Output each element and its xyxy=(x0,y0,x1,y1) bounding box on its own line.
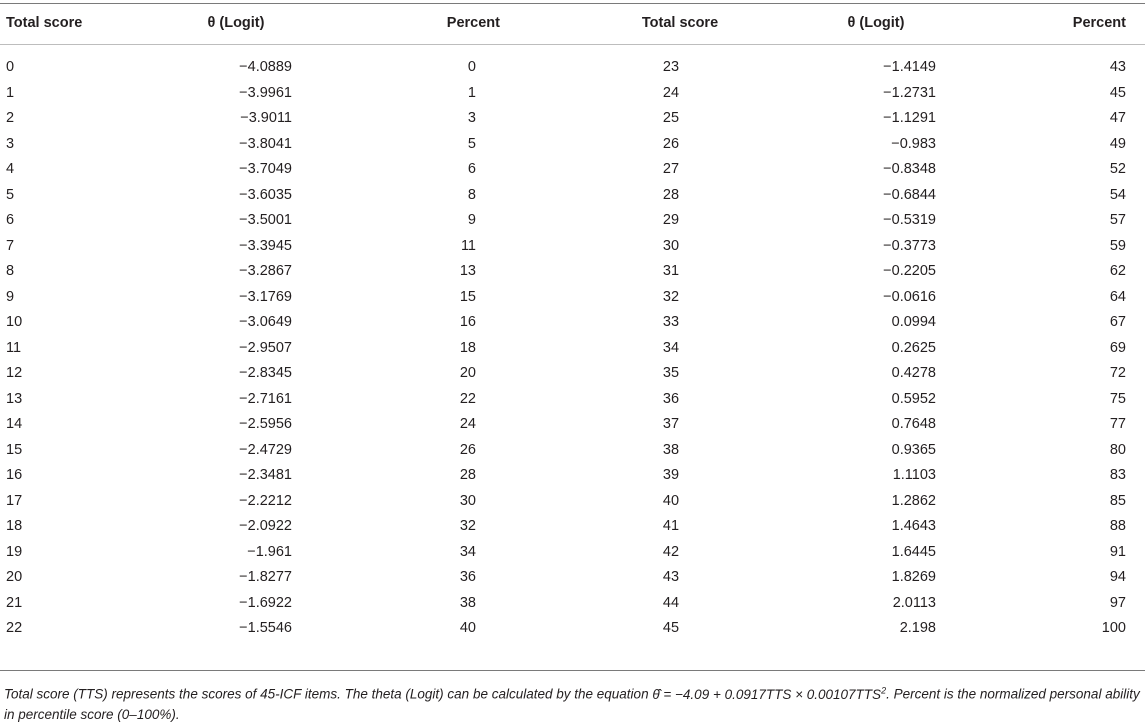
percent-cell-2: 83 xyxy=(1109,467,1126,483)
total-score-cell-2: 43 xyxy=(662,569,680,585)
percent-cell-2: 45 xyxy=(1109,84,1126,101)
table-row xyxy=(0,361,1145,386)
total-score-cell: 13 xyxy=(6,390,23,407)
table-row xyxy=(0,463,1145,488)
total-score-cell: 16 xyxy=(6,467,23,483)
percent-cell-2: 64 xyxy=(1109,288,1126,305)
total-score-cell: 4 xyxy=(6,161,15,177)
theta-cell: −2.3481 xyxy=(239,467,292,483)
total-score-cell: 18 xyxy=(6,518,23,534)
theta-cell-2: 1.4643 xyxy=(891,518,936,534)
percent-cell: 8 xyxy=(467,186,476,203)
total-score-cell-2: 37 xyxy=(662,416,680,432)
theta-cell: −3.8041 xyxy=(239,135,292,152)
table-row xyxy=(0,259,1145,284)
total-score-cell-2: 41 xyxy=(662,518,680,534)
percent-cell: 9 xyxy=(467,212,476,228)
percent-cell: 1 xyxy=(467,84,476,101)
footnote-text-part2: . Percent is the normalized personal ability in percentile score (0–100%). xyxy=(4,686,1140,722)
theta-cell: −2.8345 xyxy=(239,365,292,381)
theta-cell-2: 0.2625 xyxy=(891,339,936,356)
theta-cell-2: 0.7648 xyxy=(891,416,936,432)
theta-cell: −1.5546 xyxy=(239,620,292,636)
total-score-cell: 8 xyxy=(6,263,15,279)
total-score-cell: 3 xyxy=(6,135,15,152)
total-score-cell: 19 xyxy=(6,543,23,560)
table-row xyxy=(0,106,1145,131)
table-row xyxy=(0,489,1145,514)
table-header-row xyxy=(0,10,1145,36)
percent-cell-2: 75 xyxy=(1109,390,1126,407)
percent-cell-2: 94 xyxy=(1109,569,1126,585)
total-score-cell: 21 xyxy=(6,594,23,611)
total-score-cell-2: 23 xyxy=(662,59,680,75)
table-footnote xyxy=(4,680,1141,725)
total-score-cell-2: 31 xyxy=(662,263,680,279)
theta-cell: −3.3945 xyxy=(239,237,292,254)
table-row xyxy=(0,336,1145,361)
theta-cell-2: −0.3773 xyxy=(883,237,936,254)
total-score-cell-2: 24 xyxy=(662,84,680,101)
total-score-cell: 10 xyxy=(6,314,23,330)
percent-cell-2: 85 xyxy=(1109,492,1126,509)
theta-cell: −1.6922 xyxy=(239,594,292,611)
header-percent: Percent xyxy=(446,15,500,31)
theta-cell-2: −1.4149 xyxy=(883,59,936,75)
table-row xyxy=(0,234,1145,259)
theta-cell: −2.9507 xyxy=(239,339,292,356)
total-score-cell: 2 xyxy=(6,110,15,126)
table-row xyxy=(0,565,1145,590)
table-row xyxy=(0,157,1145,182)
theta-cell-2: −0.983 xyxy=(891,135,936,152)
theta-cell: −2.2212 xyxy=(239,492,292,509)
total-score-cell-2: 30 xyxy=(662,237,680,254)
total-score-cell-2: 39 xyxy=(662,467,680,483)
total-score-cell: 14 xyxy=(6,416,23,432)
theta-cell-2: −0.0616 xyxy=(883,288,936,305)
total-score-cell-2: 29 xyxy=(662,212,680,228)
percent-cell: 11 xyxy=(460,237,476,254)
theta-cell: −3.7049 xyxy=(239,161,292,177)
percent-cell: 16 xyxy=(459,314,476,330)
percent-cell-2: 57 xyxy=(1109,212,1126,228)
table-header-rule xyxy=(0,44,1145,45)
header-total-score: Total score xyxy=(6,15,83,31)
table-row xyxy=(0,310,1145,335)
theta-cell-2: 0.4278 xyxy=(891,365,936,381)
theta-cell-2: 1.2862 xyxy=(891,492,936,509)
total-score-cell: 15 xyxy=(6,441,23,458)
total-score-cell-2: 38 xyxy=(662,441,680,458)
table-row xyxy=(0,285,1145,310)
footnote-equation xyxy=(652,687,886,702)
total-score-cell: 6 xyxy=(6,212,15,228)
percent-cell: 13 xyxy=(459,263,476,279)
percent-cell-2: 72 xyxy=(1109,365,1126,381)
theta-cell-2: 1.6445 xyxy=(891,543,936,560)
header-percent-2: Percent xyxy=(1072,15,1126,31)
header-total-score-2: Total score xyxy=(641,15,719,31)
total-score-cell-2: 28 xyxy=(662,186,680,203)
theta-cell-2: 2.198 xyxy=(899,620,936,636)
theta-cell: −3.0649 xyxy=(239,314,292,330)
theta-cell: −2.7161 xyxy=(239,390,292,407)
theta-cell-2: −1.1291 xyxy=(883,110,936,126)
table-row xyxy=(0,591,1145,616)
percent-cell: 36 xyxy=(459,569,476,585)
percent-cell-2: 43 xyxy=(1109,59,1126,75)
table-row xyxy=(0,540,1145,565)
theta-cell-2: 2.0113 xyxy=(892,594,936,611)
percent-cell-2: 100 xyxy=(1101,620,1126,636)
table-row xyxy=(0,412,1145,437)
total-score-cell-2: 45 xyxy=(662,620,680,636)
percent-cell: 26 xyxy=(459,441,476,458)
total-score-cell-2: 36 xyxy=(662,390,680,407)
header-theta-logit-2: θ (Logit) xyxy=(847,15,905,31)
theta-cell: −2.5956 xyxy=(239,416,292,432)
percent-cell: 5 xyxy=(467,135,476,152)
theta-cell-2: 0.5952 xyxy=(891,390,936,407)
header-theta-logit: θ (Logit) xyxy=(207,15,265,31)
percent-cell-2: 91 xyxy=(1109,543,1126,560)
percent-cell: 24 xyxy=(459,416,476,432)
percent-cell: 3 xyxy=(467,110,476,126)
percent-cell: 40 xyxy=(459,620,476,636)
total-score-cell: 9 xyxy=(6,288,15,305)
theta-cell: −2.0922 xyxy=(239,518,292,534)
theta-cell-2: 1.8269 xyxy=(891,569,936,585)
percent-cell-2: 62 xyxy=(1109,263,1126,279)
total-score-cell: 1 xyxy=(6,84,15,101)
total-score-cell: 0 xyxy=(6,59,15,75)
total-score-cell-2: 26 xyxy=(662,135,680,152)
total-score-cell-2: 33 xyxy=(662,314,680,330)
theta-cell-2: −0.8348 xyxy=(883,161,936,177)
percent-cell-2: 80 xyxy=(1109,441,1126,458)
total-score-cell: 22 xyxy=(6,620,23,636)
theta-cell: −1.8277 xyxy=(239,569,292,585)
percent-cell-2: 97 xyxy=(1109,594,1126,611)
total-score-cell: 7 xyxy=(6,237,15,254)
total-score-cell: 17 xyxy=(6,492,23,509)
percent-cell-2: 69 xyxy=(1109,339,1126,356)
total-score-cell: 12 xyxy=(6,365,23,381)
theta-cell-2: 0.9365 xyxy=(891,441,936,458)
total-score-cell-2: 27 xyxy=(662,161,680,177)
total-score-cell-2: 25 xyxy=(662,110,680,126)
theta-cell-2: 0.0994 xyxy=(891,314,936,330)
table-bottom-rule xyxy=(0,670,1145,671)
theta-cell: −3.2867 xyxy=(239,263,292,279)
table-row xyxy=(0,81,1145,106)
theta-cell-2: −0.6844 xyxy=(883,186,936,203)
theta-cell: −1.961 xyxy=(247,543,292,560)
table-row xyxy=(0,387,1145,412)
total-score-cell: 20 xyxy=(6,569,23,585)
percent-cell: 32 xyxy=(459,518,476,534)
total-score-cell-2: 40 xyxy=(662,492,680,509)
percent-cell: 22 xyxy=(459,390,476,407)
table-row xyxy=(0,514,1145,539)
footnote-equation-main: θ̂ = −4.09 + 0.0917TTS × 0.00107TTS xyxy=(652,686,882,702)
theta-cell: −3.1769 xyxy=(239,288,292,305)
theta-cell-2: −0.5319 xyxy=(883,212,936,228)
percent-cell: 28 xyxy=(459,467,476,483)
table-row xyxy=(0,438,1145,463)
theta-cell-2: 1.1103 xyxy=(892,467,936,483)
table-row xyxy=(0,616,1145,641)
percent-cell: 30 xyxy=(459,492,476,509)
percent-cell-2: 47 xyxy=(1109,110,1126,126)
percent-cell-2: 67 xyxy=(1109,314,1126,330)
table-row xyxy=(0,132,1145,157)
total-score-cell: 5 xyxy=(6,186,15,203)
table-row xyxy=(0,55,1145,80)
footnote-text-part1: Total score (TTS) represents the scores of 45-ICF items. The theta (Logit) can be calculated by the equation xyxy=(4,686,653,702)
percent-cell-2: 54 xyxy=(1109,186,1126,203)
percent-cell-2: 49 xyxy=(1109,135,1126,152)
total-score-cell-2: 42 xyxy=(662,543,680,560)
percent-cell-2: 77 xyxy=(1109,416,1126,432)
theta-cell: −3.6035 xyxy=(239,186,292,203)
table-top-rule xyxy=(0,3,1145,4)
theta-cell: −3.5001 xyxy=(239,212,292,228)
percent-cell: 20 xyxy=(459,365,476,381)
total-score-cell-2: 44 xyxy=(662,594,680,611)
theta-cell-2: −1.2731 xyxy=(883,84,936,101)
total-score-cell-2: 35 xyxy=(662,365,680,381)
table-row xyxy=(0,208,1145,233)
theta-cell-2: −0.2205 xyxy=(883,263,936,279)
percent-cell: 18 xyxy=(459,339,476,356)
percent-cell: 38 xyxy=(459,594,476,611)
theta-cell: −4.0889 xyxy=(239,59,292,75)
percent-cell-2: 59 xyxy=(1109,237,1126,254)
table-row xyxy=(0,183,1145,208)
total-score-cell-2: 32 xyxy=(662,288,680,305)
total-score-cell: 11 xyxy=(6,339,22,356)
total-score-cell-2: 34 xyxy=(662,339,680,356)
theta-cell: −3.9961 xyxy=(239,84,292,101)
theta-cell: −2.4729 xyxy=(239,441,292,458)
percent-cell: 6 xyxy=(467,161,476,177)
theta-cell: −3.9011 xyxy=(240,110,292,126)
percent-cell: 0 xyxy=(467,59,476,75)
percent-cell: 15 xyxy=(459,288,476,305)
percent-cell: 34 xyxy=(459,543,476,560)
percent-cell-2: 88 xyxy=(1109,518,1126,534)
percent-cell-2: 52 xyxy=(1109,161,1126,177)
footnote-equation-exponent: 2 xyxy=(881,685,887,695)
